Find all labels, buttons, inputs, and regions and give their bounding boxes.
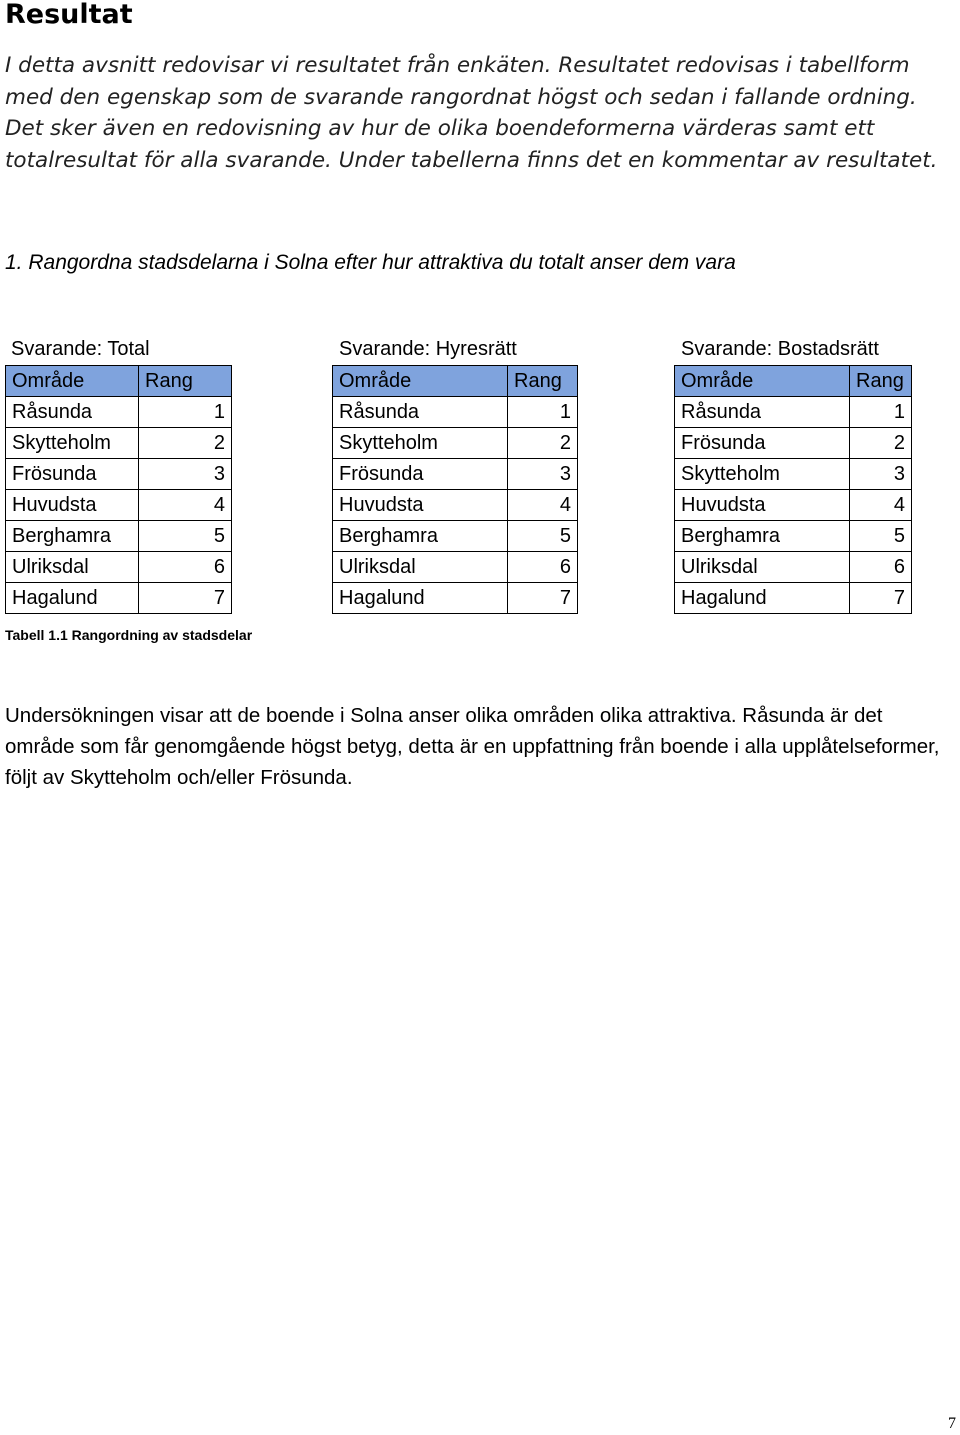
table-row [333,459,578,490]
area-cell: Frösunda [333,459,508,490]
ranking-table-hyresratt [332,365,578,614]
rank-cell: 1 [850,397,912,428]
area-cell: Huvudsta [333,490,508,521]
area-cell: Frösunda [6,459,139,490]
rank-cell: 7 [508,583,578,614]
area-cell: Huvudsta [6,490,139,521]
rank-cell: 5 [850,521,912,552]
column-header-area: Område [675,366,850,397]
rank-cell: 7 [139,583,232,614]
table-row [675,397,912,428]
rank-cell: 5 [139,521,232,552]
rank-cell: 1 [139,397,232,428]
area-cell: Råsunda [675,397,850,428]
column-header-rank: Rang [139,366,232,397]
table-row [675,490,912,521]
area-cell: Frösunda [675,428,850,459]
area-cell: Berghamra [675,521,850,552]
section-heading: Resultat [5,0,133,30]
area-cell: Huvudsta [675,490,850,521]
table-row [333,428,578,459]
area-cell: Berghamra [6,521,139,552]
area-cell: Skytteholm [675,459,850,490]
table-row [333,583,578,614]
column-header-rank: Rang [508,366,578,397]
table-row [6,397,232,428]
rank-cell: 4 [139,490,232,521]
table-title-bostadsratt: Svarande: Bostadsrätt [681,338,879,360]
rank-cell: 4 [850,490,912,521]
table-row [333,552,578,583]
intro-paragraph: I detta avsnitt redovisar vi resultatet från enkäten. Resultatet redovisas i tabellform med den egenskap som de svarande rangordnat högst och sedan i fallande ordning. Det sker även en redovisning av hur de olika boendeformerna värderas samt ett totalresultat för alla svarande. Under tabellerna finns det en kommentar av resultatet. [5,53,938,173]
table-row [6,490,232,521]
table-row [333,521,578,552]
rank-cell: 3 [850,459,912,490]
table-caption: Tabell 1.1 Rangordning av stadsdelar [5,627,253,643]
area-cell: Ulriksdal [6,552,139,583]
area-cell: Ulriksdal [675,552,850,583]
rank-cell: 6 [508,552,578,583]
table-row [675,428,912,459]
table-row [6,459,232,490]
question-title: 1. Rangordna stadsdelarna i Solna efter hur attraktiva du totalt anser dem vara [5,251,736,274]
ranking-table-total [5,365,232,614]
table-row [675,521,912,552]
area-cell: Berghamra [333,521,508,552]
column-header-rank: Rang [850,366,912,397]
conclusion-paragraph: Undersökningen visar att de boende i Solna anser olika områden olika attraktiva. Råsunda är det område som får genomgående högst betyg, detta är en uppfattning från boende i alla upplåtelseformer, följt av Skytteholm och/eller Frösunda. [5,704,940,789]
rank-cell: 6 [850,552,912,583]
ranking-table-bostadsratt [674,365,912,614]
rank-cell: 2 [508,428,578,459]
table-title-hyresratt: Svarande: Hyresrätt [339,338,517,360]
table-row [675,459,912,490]
table-title-total: Svarande: Total [11,338,150,360]
area-cell: Råsunda [6,397,139,428]
rank-cell: 2 [139,428,232,459]
area-cell: Hagalund [675,583,850,614]
rank-cell: 2 [850,428,912,459]
table-header-row [333,366,578,397]
table-row [333,397,578,428]
rank-cell: 3 [139,459,232,490]
rank-cell: 3 [508,459,578,490]
rank-cell: 4 [508,490,578,521]
table-header-row [6,366,232,397]
column-header-area: Område [6,366,139,397]
table-row [6,583,232,614]
area-cell: Ulriksdal [333,552,508,583]
table-row [6,428,232,459]
rank-cell: 5 [508,521,578,552]
area-cell: Hagalund [333,583,508,614]
table-row [675,552,912,583]
rank-cell: 6 [139,552,232,583]
column-header-area: Område [333,366,508,397]
table-row [6,552,232,583]
table-row [675,583,912,614]
table-row [333,490,578,521]
rank-cell: 7 [850,583,912,614]
table-header-row [675,366,912,397]
table-row [6,521,232,552]
area-cell: Skytteholm [333,428,508,459]
area-cell: Råsunda [333,397,508,428]
area-cell: Hagalund [6,583,139,614]
page-number: 7 [948,1415,956,1432]
area-cell: Skytteholm [6,428,139,459]
rank-cell: 1 [508,397,578,428]
